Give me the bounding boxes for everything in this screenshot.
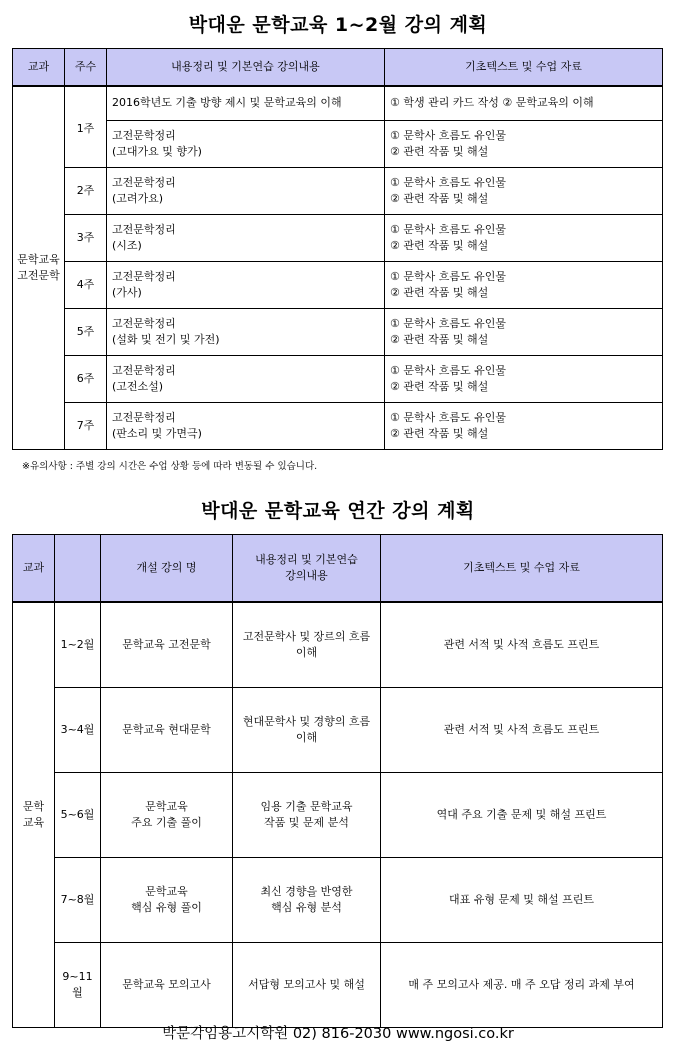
page-title: 박대운 문학교육 1~2월 강의 계획 [188,14,488,36]
week-cell: 2주 [65,167,107,214]
annual-plan-table [12,534,663,1028]
material-cell: 역대 주요 기출 문제 및 해설 프린트 [381,773,663,858]
material-cell: ① 문학사 흐름도 유인물 ② 관련 작품 및 해설 [385,214,663,261]
course-cell: 문학교육 주요 기출 풀이 [101,773,233,858]
header-material: 기초텍스트 및 수업 자료 [381,535,663,603]
content-cell: 고전문학사 및 장르의 흐름 이해 [233,602,381,688]
course-cell: 문학교육 핵심 유형 풀이 [101,858,233,943]
content-cell: 고전문학정리 (판소리 및 가면극) [107,402,385,449]
table-row [13,120,663,167]
period-cell: 7~8월 [55,858,101,943]
table-row [13,943,663,1028]
material-cell: ① 문학사 흐름도 유인물 ② 관련 작품 및 해설 [385,120,663,167]
material-cell: ① 문학사 흐름도 유인물 ② 관련 작품 및 해설 [385,167,663,214]
material-cell: ① 문학사 흐름도 유인물 ② 관련 작품 및 해설 [385,308,663,355]
header-subject: 교과 [13,49,65,87]
content-cell: 임용 기출 문학교육 작품 및 문제 분석 [233,773,381,858]
course-cell: 문학교육 모의고사 [101,943,233,1028]
week-cell: 7주 [65,402,107,449]
table-row [13,773,663,858]
content-cell: 서답형 모의고사 및 해설 [233,943,381,1028]
table-row [13,688,663,773]
footer-contact: 박문각임용고시학원 02) 816-2030 www.ngosi.co.kr [162,1026,514,1042]
content-cell: 고전문학정리 (시조) [107,214,385,261]
table-row [13,261,663,308]
header-material: 기초텍스트 및 수업 자료 [385,49,663,87]
period-cell: 3~4월 [55,688,101,773]
week-cell: 3주 [65,214,107,261]
table-row [13,602,663,688]
week-cell: 6주 [65,355,107,402]
content-cell: 고전문학정리 (가사) [107,261,385,308]
content-cell: 2016학년도 기출 방향 제시 및 문학교육의 이해 [107,86,385,120]
section-title: 박대운 문학교육 연간 강의 계획 [201,500,475,522]
period-cell: 9~11월 [55,943,101,1028]
material-cell: ① 문학사 흐름도 유인물 ② 관련 작품 및 해설 [385,355,663,402]
table-row [13,858,663,943]
content-cell: 현대문학사 및 경향의 흐름 이해 [233,688,381,773]
course-cell: 문학교육 고전문학 [101,602,233,688]
table-row [13,402,663,449]
subject-cell: 문학교육 고전문학 [13,86,65,449]
course-cell: 문학교육 현대문학 [101,688,233,773]
material-cell: 대표 유형 문제 및 해설 프린트 [381,858,663,943]
content-cell: 고전문학정리 (고대가요 및 향가) [107,120,385,167]
material-cell: ① 문학사 흐름도 유인물 ② 관련 작품 및 해설 [385,261,663,308]
content-cell: 고전문학정리 (설화 및 전기 및 가전) [107,308,385,355]
table-row [13,308,663,355]
table-row [13,86,663,120]
table-row [13,355,663,402]
header-content: 내용정리 및 기본연습 강의내용 [107,49,385,87]
content-cell: 고전문학정리 (고려가요) [107,167,385,214]
table-row [13,167,663,214]
material-cell: 관련 서적 및 사적 흐름도 프린트 [381,602,663,688]
header-content: 내용정리 및 기본연습 강의내용 [233,535,381,603]
material-cell: 관련 서적 및 사적 흐름도 프린트 [381,688,663,773]
material-cell: ① 학생 관리 카드 작성 ② 문학교육의 이해 [385,86,663,120]
monthly-schedule-table [12,48,663,450]
week-cell: 1주 [65,86,107,167]
subject-cell: 문학 교육 [13,602,55,1028]
header-period [55,535,101,603]
table-row [13,214,663,261]
period-cell: 1~2월 [55,602,101,688]
week-cell: 5주 [65,308,107,355]
header-week: 주수 [65,49,107,87]
material-cell: ① 문학사 흐름도 유인물 ② 관련 작품 및 해설 [385,402,663,449]
week-cell: 4주 [65,261,107,308]
material-cell: 매 주 모의고사 제공. 매 주 오답 정리 과제 부여 [381,943,663,1028]
header-subject: 교과 [13,535,55,603]
period-cell: 5~6월 [55,773,101,858]
header-course: 개설 강의 명 [101,535,233,603]
caution-note: ※유의사항 : 주별 강의 시간은 수업 상황 등에 따라 변동될 수 있습니다. [22,461,318,472]
content-cell: 고전문학정리 (고전소설) [107,355,385,402]
content-cell: 최신 경향을 반영한 핵심 유형 분석 [233,858,381,943]
